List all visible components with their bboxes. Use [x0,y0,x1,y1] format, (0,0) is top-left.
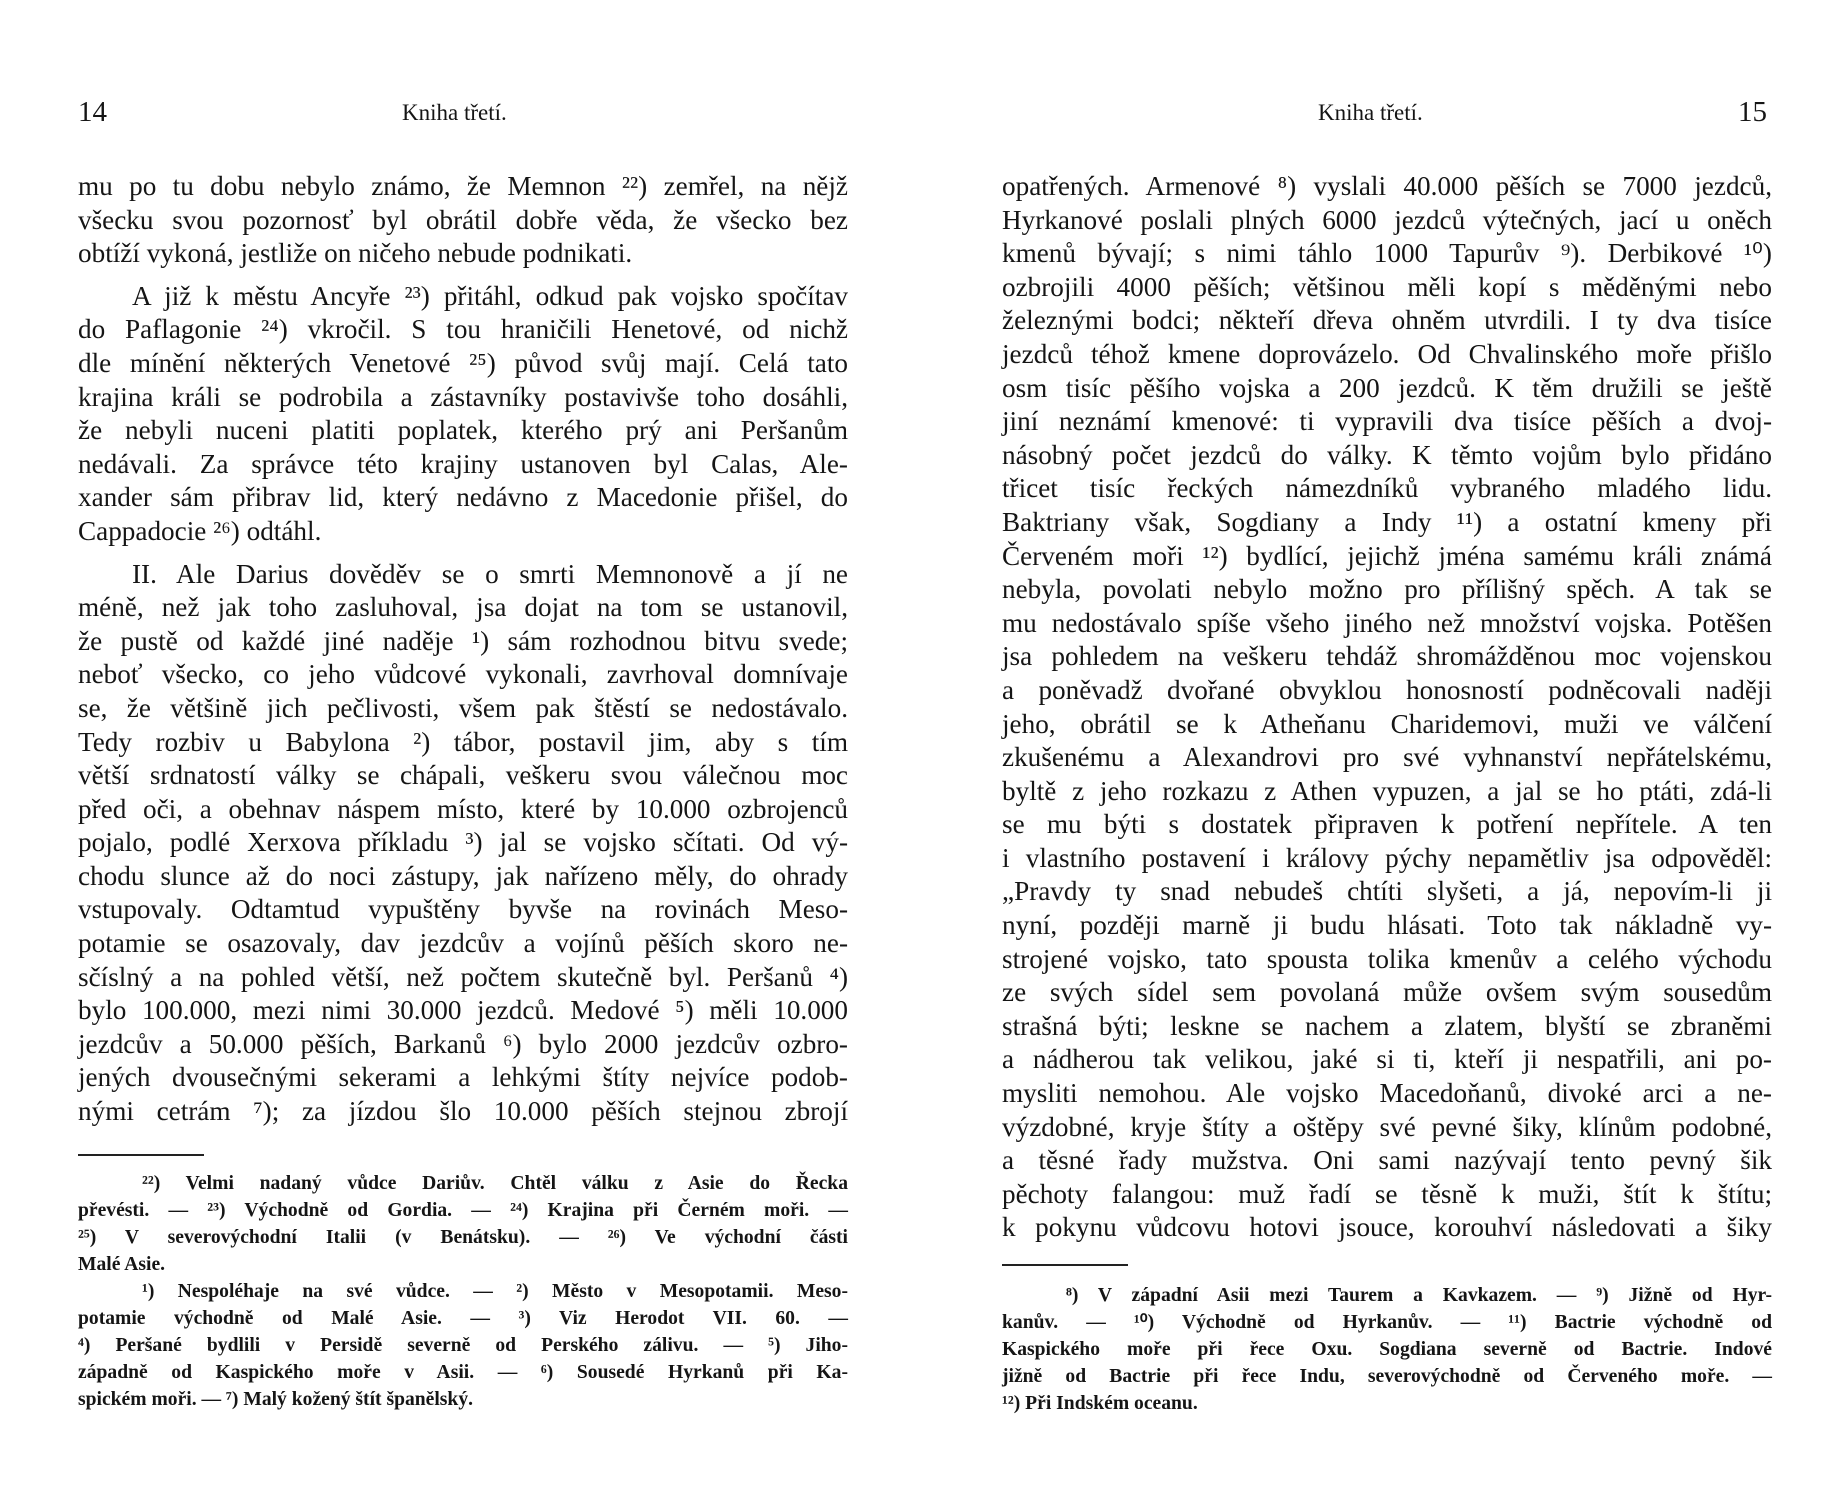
text-line: nými cetrám ⁷); za jízdou šlo 10.000 pěších stejnou zbrojí [78,1096,848,1127]
text-line: a poněvadž dvořané obvyklou honosností podněcovali naději [1002,674,1772,705]
text-line: mysliti nemohou. Ale vojsko Macedoňanů, divoké arci a ne- [1002,1078,1772,1109]
text-line: i vlastního postavení i královy pýchy nepamětliv jsa odpověděl: [1002,842,1772,873]
text-line: byltě z jeho rozkazu z Athen vypuzen, a jal se ho ptáti, zdá-li [1002,775,1772,806]
text-line: jezdců téhož kmene doprovázelo. Od Chvalinského moře přišlo [1002,338,1772,369]
text-line: obtíží vykoná, jestliže on ničeho nebude podnikati. [78,238,633,269]
text-line: k pokynu vůdcovu hotovi jsouce, korouhví následovati a šiky [1002,1212,1772,1243]
text-line: třicet tisíc řeckých námezdníků vybraného mladého lidu. [1002,473,1772,504]
paragraph [1002,170,1772,1245]
text-line: neboť všecko, co jeho vůdcové vykonali, zavrhoval domnívaje [78,659,848,690]
footnote-rule [78,1154,204,1156]
footnote-line: Malé Asie. [78,1254,166,1275]
text-line: jiní neznámí kmenové: ti vypravili dva tisíce pěších a dvoj- [1002,406,1772,437]
text-line: strojené vojsko, tato spousta tolika kmenův a celého východu [1002,943,1772,974]
text-line: strašná býti; leskne se nachem a zlatem, blyští se zbraněmi [1002,1010,1772,1041]
paragraph [78,558,848,1129]
text-line: mu po tu dobu nebylo známo, že Memnon ²²) zemřel, na nějž [78,171,848,201]
footnotes [78,1170,848,1413]
text-line: ze svých sídel sem povolaná může ovšem svým sousedům [1002,977,1772,1008]
text-line: pěchoty falangou: muž řadí se těsně k muži, štít k štítu; [1002,1178,1772,1209]
text-line: dle mínění některých Venetové ²⁵) původ svůj mají. Celá tato [78,347,848,378]
running-head: Kniha třetí. [1318,100,1423,125]
text-line: vstupovaly. Odtamtud vypuštěny byvše na rovinách Meso- [78,894,848,925]
text-line: pojalo, podlé Xerxova příkladu ³) jal se vojsko sčítati. Od vý- [78,827,848,858]
text-line: chodu slunce až do noci zástupy, jak nařízeno měly, do ohrady [78,860,848,891]
footnote-line: ¹²) Při Indském oceanu. [1002,1393,1198,1414]
text-line: do Paflagonie ²⁴) vkročil. S tou hraničili Henetové, od nichž [78,314,848,345]
footnote-line: ¹) Nespoléhaje na své vůdce. — ²) Město v Mesopotamii. Meso- [142,1281,848,1302]
text-line: mu nedostávalo spíše všeho jiného než množství vojska. Potěšen [1002,607,1772,638]
text-line: xander sám přibrav lid, který nedávno z Macedonie přišel, do [78,482,848,513]
paragraph [78,280,848,549]
text-line: že pustě od každé jiné naděje ¹) sám rozhodnou bitvu svede; [78,625,848,656]
text-line: zkušenému a Alexandrovi pro své vyhnanství nepřátelskému, [1002,742,1772,773]
footnote-line: západně od Kaspického moře v Asii. — ⁶) Sousedé Hyrkanů při Ka- [78,1362,848,1383]
right-page [916,0,1832,1500]
footnote-line: potamie východně od Malé Asie. — ³) Viz Herodot VII. 60. — [78,1308,848,1329]
text-line: Tedy rozbiv u Babylona ²) tábor, postavil jim, aby s tím [78,726,848,757]
text-line: výzdobné, kryje štíty a oštěpy své pevné šiky, klínům podobné, [1002,1111,1772,1142]
text-line: jezdcův a 50.000 pěších, Barkanů ⁶) bylo 2000 jezdcův ozbro- [78,1028,848,1059]
text-line: sčíslný a na pohled větší, než počtem skutečně byl. Peršanů ⁴) [78,961,848,992]
text-line: bylo 100.000, mezi nimi 30.000 jezdců. Medové ⁵) měli 10.000 [78,995,848,1026]
footnote-line: jižně od Bactrie při řece Indu, severovýchodně od Červeného moře. — [1002,1366,1772,1387]
footnote-line: ²⁵) V severovýchodní Italii (v Benátsku). — ²⁶) Ve východní části [78,1227,848,1248]
text-line: a nádherou tak velikou, jaké si ti, kteří ji nespatřili, ani po- [1002,1044,1772,1075]
footnote-rule [1002,1264,1128,1266]
text-line: Baktriany však, Sogdiany a Indy ¹¹) a ostatní kmeny při [1002,506,1772,537]
page-number: 15 [1738,96,1767,128]
text-line: krajina králi se podrobila a zástavníky postavivše toho dosáhli, [78,381,848,412]
text-line: že nebyli nuceni platiti poplatek, kterého prý ani Peršanům [78,415,848,446]
text-line: II. Ale Darius dověděv se o smrti Memnonově a jí ne [132,558,848,589]
text-line: A již k městu Ancyře ²³) přitáhl, odkud pak vojsko spočítav [132,280,848,311]
main-text [1002,170,1772,1245]
text-line: opatřených. Armenové ⁸) vyslali 40.000 pěších se 7000 jezdců, [1002,171,1772,201]
text-line: větší srdnatostí války se chápali, veškeru svou válečnou moc [78,760,848,791]
paragraph [78,170,848,271]
footnote-line: kanův. — ¹⁰) Východně od Hyrkanův. — ¹¹) Bactrie východně od [1002,1312,1772,1333]
text-line: jsa pohledem na veškeru tehdáž shromážděnou moc vojenskou [1002,641,1772,672]
footnote-line: převésti. — ²³) Východně od Gordia. — ²⁴) Krajina při Černém moři. — [78,1200,848,1221]
running-head: Kniha třetí. [402,100,507,125]
text-line: před oči, a obehnav náspem místo, které by 10.000 ozbrojenců [78,793,848,824]
text-line: nedávali. Za správce této krajiny ustanoven byl Calas, Ale- [78,448,848,479]
text-line: méně, než jak toho zasluhoval, jsa dojat na tom se ustanovil, [78,592,848,623]
main-text [78,170,848,1129]
page-number: 14 [78,96,107,128]
footnotes [1002,1282,1772,1417]
footnote-line: ²²) Velmi nadaný vůdce Dariův. Chtěl válku z Asie do Řecka [142,1173,848,1194]
footnote-line: Kaspického moře při řece Oxu. Sogdiana severně od Bactrie. Indové [1002,1339,1772,1360]
text-line: Hyrkanové poslali plných 6000 jezdců výtečných, jací u oněch [1002,204,1772,235]
footnote-line: ⁴) Peršané bydlili v Persidě severně od Perského zálivu. — ⁵) Jiho- [78,1335,848,1356]
text-line: osm tisíc pěšího vojska a 200 jezdců. K těm družili se ještě [1002,372,1772,403]
text-line: nebyla, povolati nebylo možno pro přílišný spěch. A tak se [1002,574,1772,605]
text-line: nyní, později marně ji budu hlásati. Toto tak nákladně vy- [1002,910,1772,941]
text-line: se mu býti s dostatek připraven k potření nepřítele. A ten [1002,809,1772,840]
text-line: násobný počet jezdců do války. K těmto vojům bylo přidáno [1002,439,1772,470]
footnote-line: ⁸) V západní Asii mezi Taurem a Kavkazem. — ⁹) Jižně od Hyr- [1066,1285,1772,1306]
text-line: se, že většině jich pečlivosti, všem pak štěstí se nedostávalo. [78,692,848,723]
text-line: všecku svou pozornosť byl obrátil dobře věda, že všecko bez [78,204,848,235]
text-line: a těsné řady mužstva. Oni sami nazývají tento pevný šik [1002,1145,1772,1176]
text-line: jeho, obrátil se k Atheňanu Charidemovi, muži ve válčení [1002,708,1772,739]
text-line: „Pravdy ty snad nebudeš chtíti slyšeti, a já, nepovím-li ji [1002,876,1772,907]
text-line: jených dvousečnými sekerami a lehkými štíty nejvíce podob- [78,1062,848,1093]
text-line: Červeném moři ¹²) bydlící, jejichž jména samému králi známá [1002,540,1772,571]
text-line: železnými bodci; někteří dřeva ohněm utvrdili. I ty dva tisíce [1002,305,1772,336]
text-line: Cappadocie ²⁶) odtáhl. [78,515,322,546]
text-line: kmenů bývají; s nimi táhlo 1000 Tapurův ⁹). Derbikové ¹⁰) [1002,238,1772,269]
footnote-line: spickém moři. — ⁷) Malý kožený štít španělský. [78,1389,474,1410]
text-line: ozbrojili 4000 pěších; většinou měli kopí s měděnými nebo [1002,271,1772,302]
text-line: potamie se osazovaly, dav jezdcův a vojínů pěších skoro ne- [78,928,848,959]
